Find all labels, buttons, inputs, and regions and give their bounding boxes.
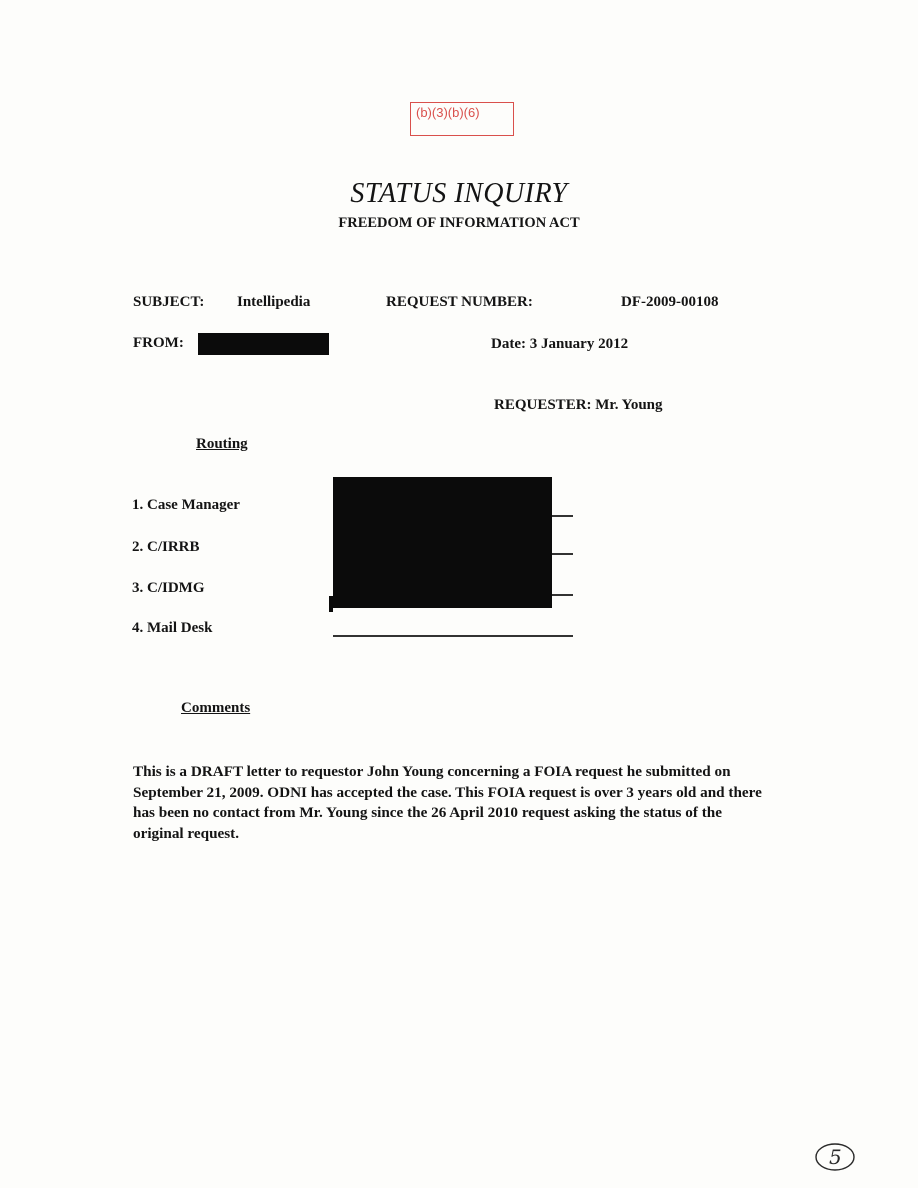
signature-line-4	[333, 635, 573, 637]
requester-text: REQUESTER: Mr. Young	[494, 397, 663, 413]
subject-value: Intellipedia	[237, 294, 311, 310]
routing-item: 2. C/IRRB	[132, 539, 200, 555]
date-text: Date: 3 January 2012	[491, 336, 629, 352]
comments-heading: Comments	[181, 700, 251, 716]
routing-redaction	[333, 477, 552, 608]
comments-body: This is a DRAFT letter to requestor John Young concerning a FOIA request he submitted on September 21, 2009. ODNI has accepted the case. This FOIA request is over 3 years old and there has been no contact from Mr. Young since the 26 April 2010 request asking the status of the original request.	[133, 763, 762, 842]
signature-line-1	[551, 515, 573, 517]
request-number-value: DF-2009-00108	[621, 294, 719, 310]
page-subtitle: FREEDOM OF INFORMATION ACT	[338, 215, 580, 231]
from-redaction	[198, 333, 329, 355]
routing-item: 1. Case Manager	[132, 497, 240, 513]
routing-heading: Routing	[196, 436, 248, 452]
page-number-circle-icon	[813, 1140, 857, 1174]
handwritten-page-number	[813, 1140, 857, 1174]
request-number-label: REQUEST NUMBER:	[386, 294, 533, 310]
subject-label: SUBJECT:	[133, 294, 205, 310]
page-number-text: 5	[829, 1145, 842, 1169]
from-label: FROM:	[133, 335, 184, 351]
signature-line-3	[551, 594, 573, 596]
exemption-stamp	[410, 102, 514, 136]
routing-item: 3. C/IDMG	[132, 580, 205, 596]
page-title: STATUS INQUIRY	[350, 178, 568, 209]
routing-item: 4. Mail Desk	[132, 620, 213, 636]
routing-redaction-edge	[329, 596, 333, 612]
signature-line-2	[551, 553, 573, 555]
exemption-stamp-text: (b)(3)(b)(6)	[416, 105, 480, 120]
